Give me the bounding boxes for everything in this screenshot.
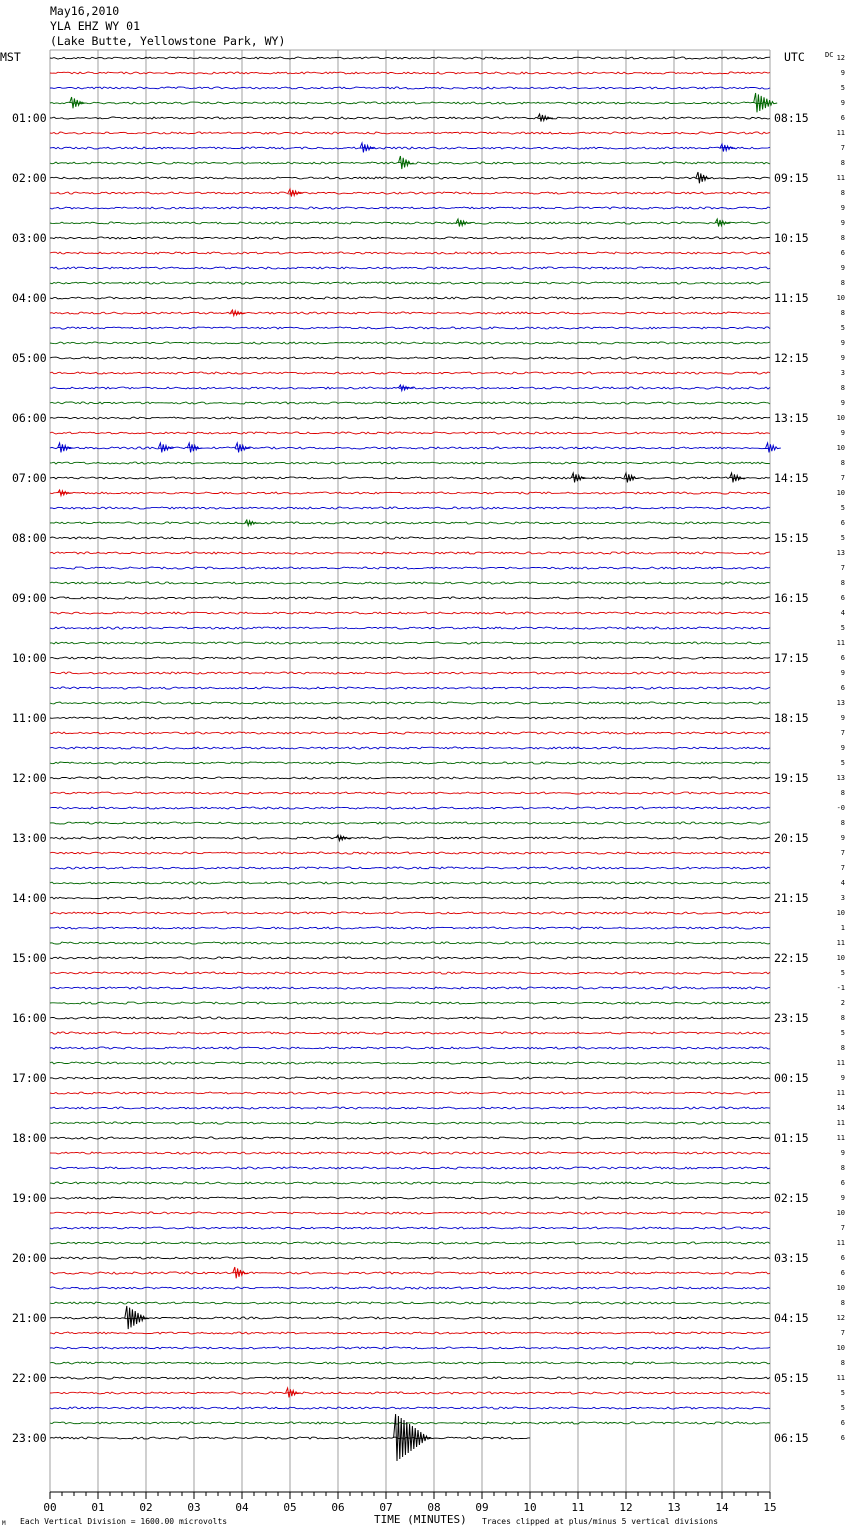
trace-row-46 bbox=[50, 747, 770, 749]
dc-offset-value: 5 bbox=[840, 1389, 845, 1397]
trace-row-8 bbox=[50, 177, 770, 179]
dc-offset-value: 7 bbox=[840, 474, 845, 482]
trace-row-72 bbox=[50, 1137, 770, 1139]
seismic-event-10 bbox=[230, 310, 245, 316]
dc-offset-value: 7 bbox=[840, 144, 845, 152]
utc-hour-label: 11:15 bbox=[774, 291, 809, 305]
header-date: May16,2010 bbox=[50, 4, 120, 18]
footer-clip-note: Traces clipped at plus/minus 5 vertical divisions bbox=[482, 1517, 719, 1526]
dc-offset-value: 8 bbox=[840, 309, 845, 317]
trace-row-34 bbox=[50, 567, 770, 569]
dc-offset-value: 7 bbox=[840, 849, 845, 857]
dc-offset-value: 10 bbox=[836, 489, 845, 497]
header-station: YLA EHZ WY 01 bbox=[50, 19, 141, 33]
trace-row-29 bbox=[50, 492, 770, 494]
trace-row-16 bbox=[50, 297, 770, 299]
mst-hour-label: 15:00 bbox=[12, 951, 47, 965]
dc-offset-value: 8 bbox=[840, 1164, 845, 1172]
dc-offset-value: 9 bbox=[840, 429, 845, 437]
dc-offset-value: 10 bbox=[836, 954, 845, 962]
dc-offset-value: 10 bbox=[836, 444, 845, 452]
x-tick-label: 05 bbox=[283, 1501, 297, 1514]
mst-hour-label: 10:00 bbox=[12, 651, 47, 665]
mst-hour-label: 09:00 bbox=[12, 591, 47, 605]
right-axis-title: UTC bbox=[784, 50, 805, 64]
trace-row-88 bbox=[50, 1377, 770, 1379]
trace-row-89 bbox=[50, 1392, 770, 1394]
mst-hour-label: 16:00 bbox=[12, 1011, 47, 1025]
trace-row-35 bbox=[50, 582, 770, 584]
trace-row-49 bbox=[50, 792, 770, 794]
trace-row-15 bbox=[50, 282, 770, 284]
dc-offset-value: 9 bbox=[840, 69, 845, 77]
utc-hour-label: 02:15 bbox=[774, 1191, 809, 1205]
trace-row-44 bbox=[50, 717, 770, 719]
dc-offset-value: 10 bbox=[836, 1209, 845, 1217]
trace-row-45 bbox=[50, 732, 770, 734]
mst-hour-label: 23:00 bbox=[12, 1431, 47, 1445]
dc-offset-value: 9 bbox=[840, 354, 845, 362]
trace-row-5 bbox=[50, 132, 770, 134]
trace-row-41 bbox=[50, 672, 770, 674]
dc-offset-value: 10 bbox=[836, 909, 845, 917]
trace-row-60 bbox=[50, 957, 770, 959]
x-tick-label: 01 bbox=[91, 1501, 105, 1514]
utc-hour-label: 23:15 bbox=[774, 1011, 809, 1025]
mst-hour-label: 13:00 bbox=[12, 831, 47, 845]
dc-offset-value: 5 bbox=[840, 759, 845, 767]
mst-hour-label: 08:00 bbox=[12, 531, 47, 545]
trace-row-75 bbox=[50, 1182, 770, 1184]
mst-hour-labels bbox=[12, 111, 47, 1445]
dc-offset-value: 11 bbox=[836, 1059, 845, 1067]
dc-offset-value: 5 bbox=[840, 84, 845, 92]
trace-row-81 bbox=[50, 1272, 770, 1274]
dc-offset-value: 6 bbox=[840, 249, 845, 257]
x-tick-label: 13 bbox=[667, 1501, 681, 1514]
trace-row-57 bbox=[50, 912, 770, 914]
dc-offset-value: 10 bbox=[836, 1284, 845, 1292]
utc-hour-label: 20:15 bbox=[774, 831, 809, 845]
dc-offset-value: 8 bbox=[840, 1014, 845, 1022]
x-tick-label: 06 bbox=[331, 1501, 345, 1514]
x-axis-title: TIME (MINUTES) bbox=[374, 1513, 467, 1526]
x-tick-label: 08 bbox=[427, 1501, 441, 1514]
dc-offset-value: 8 bbox=[840, 234, 845, 242]
dc-offset-value: 12 bbox=[836, 54, 845, 62]
utc-hour-label: 17:15 bbox=[774, 651, 809, 665]
trace-row-36 bbox=[50, 597, 770, 599]
trace-row-37 bbox=[50, 612, 770, 614]
dc-offset-value: 13 bbox=[836, 774, 845, 782]
utc-hour-label: 10:15 bbox=[774, 231, 809, 245]
trace-row-3 bbox=[50, 102, 770, 104]
mst-hour-label: 11:00 bbox=[12, 711, 47, 725]
trace-row-40 bbox=[50, 657, 770, 659]
trace-row-1 bbox=[50, 72, 770, 74]
trace-row-71 bbox=[50, 1122, 770, 1124]
trace-row-48 bbox=[50, 777, 770, 779]
utc-hour-label: 18:15 bbox=[774, 711, 809, 725]
trace-row-23 bbox=[50, 402, 770, 404]
dc-offset-value: 8 bbox=[840, 279, 845, 287]
dc-offset-value: 9 bbox=[840, 1194, 845, 1202]
seismic-event-20 bbox=[58, 490, 73, 496]
dc-offset-value: 11 bbox=[836, 939, 845, 947]
utc-hour-label: 15:15 bbox=[774, 531, 809, 545]
utc-hour-label: 16:15 bbox=[774, 591, 809, 605]
dc-offset-value: 3 bbox=[840, 894, 845, 902]
dc-offset-value: 9 bbox=[840, 204, 845, 212]
trace-row-54 bbox=[50, 867, 770, 869]
dc-label: DC bbox=[825, 51, 834, 59]
dc-offset-value: 9 bbox=[840, 1149, 845, 1157]
dc-offset-value: 6 bbox=[840, 1254, 845, 1262]
dc-offset-value: 7 bbox=[840, 729, 845, 737]
dc-offset-value: 6 bbox=[840, 1419, 845, 1427]
x-tick-label: 03 bbox=[187, 1501, 201, 1514]
mst-hour-label: 18:00 bbox=[12, 1131, 47, 1145]
dc-offset-value: 8 bbox=[840, 579, 845, 587]
seismic-event-24 bbox=[125, 1306, 149, 1329]
mst-hour-label: 06:00 bbox=[12, 411, 47, 425]
trace-row-76 bbox=[50, 1197, 770, 1199]
x-tick-label: 15 bbox=[763, 1501, 777, 1514]
trace-row-53 bbox=[50, 852, 770, 854]
dc-offset-value: 11 bbox=[836, 1374, 845, 1382]
dc-offset-value: 8 bbox=[840, 159, 845, 167]
dc-offset-value: 11 bbox=[836, 1134, 845, 1142]
trace-row-73 bbox=[50, 1152, 770, 1154]
mst-hour-label: 04:00 bbox=[12, 291, 47, 305]
mst-hour-label: 03:00 bbox=[12, 231, 47, 245]
left-axis-title: MST bbox=[0, 50, 21, 64]
trace-row-90 bbox=[50, 1407, 770, 1409]
trace-row-56 bbox=[50, 897, 770, 899]
trace-row-86 bbox=[50, 1347, 770, 1349]
trace-row-51 bbox=[50, 822, 770, 824]
trace-row-14 bbox=[50, 267, 770, 269]
trace-row-20 bbox=[50, 357, 770, 359]
dc-offset-value: 5 bbox=[840, 324, 845, 332]
dc-offset-value: 7 bbox=[840, 564, 845, 572]
trace-row-74 bbox=[50, 1167, 770, 1169]
footer-scale-note: Each Vertical Division = 1600.00 microvolts bbox=[20, 1517, 228, 1526]
dc-offset-value: 6 bbox=[840, 114, 845, 122]
x-tick-label: 14 bbox=[715, 1501, 729, 1514]
trace-row-21 bbox=[50, 372, 770, 374]
trace-row-11 bbox=[50, 222, 770, 224]
dc-offset-value: 10 bbox=[836, 1344, 845, 1352]
dc-offset-value: -1 bbox=[836, 984, 845, 992]
dc-offset-value: 14 bbox=[836, 1104, 845, 1112]
dc-offset-value: 6 bbox=[840, 594, 845, 602]
trace-row-39 bbox=[50, 642, 770, 644]
dc-offset-value: 11 bbox=[836, 1119, 845, 1127]
trace-row-55 bbox=[50, 882, 770, 884]
utc-hour-label: 03:15 bbox=[774, 1251, 809, 1265]
header-location: (Lake Butte, Yellowstone Park, WY) bbox=[50, 34, 286, 48]
dc-offset-value: 9 bbox=[840, 669, 845, 677]
trace-row-43 bbox=[50, 702, 770, 704]
trace-row-66 bbox=[50, 1047, 770, 1049]
x-tick-label: 04 bbox=[235, 1501, 249, 1514]
trace-row-70 bbox=[50, 1107, 770, 1109]
trace-row-9 bbox=[50, 192, 770, 194]
x-tick-label: 00 bbox=[43, 1501, 57, 1514]
utc-hour-label: 14:15 bbox=[774, 471, 809, 485]
trace-row-67 bbox=[50, 1062, 770, 1064]
trace-row-47 bbox=[50, 762, 770, 764]
trace-row-65 bbox=[50, 1032, 770, 1034]
dc-offset-value: 5 bbox=[840, 1029, 845, 1037]
dc-offset-value: 8 bbox=[840, 1299, 845, 1307]
dc-offset-value: 10 bbox=[836, 414, 845, 422]
dc-offset-value: 11 bbox=[836, 639, 845, 647]
dc-offset-value: 7 bbox=[840, 1329, 845, 1337]
dc-offset-value: 13 bbox=[836, 549, 845, 557]
dc-offset-value: 2 bbox=[840, 999, 845, 1007]
trace-row-85 bbox=[50, 1332, 770, 1334]
minute-gridlines bbox=[50, 50, 770, 1492]
trace-row-26 bbox=[50, 447, 770, 449]
mst-hour-label: 22:00 bbox=[12, 1371, 47, 1385]
mst-hour-label: 17:00 bbox=[12, 1071, 47, 1085]
dc-offset-value: 9 bbox=[840, 744, 845, 752]
seismic-event-21 bbox=[245, 520, 260, 526]
footer-corner-mark: M bbox=[2, 1520, 6, 1527]
utc-hour-label: 22:15 bbox=[774, 951, 809, 965]
dc-offset-value: 8 bbox=[840, 789, 845, 797]
trace-row-19 bbox=[50, 342, 770, 344]
dc-offset-value: 6 bbox=[840, 1434, 845, 1442]
mst-hour-label: 02:00 bbox=[12, 171, 47, 185]
trace-row-78 bbox=[50, 1227, 770, 1229]
x-tick-label: 09 bbox=[475, 1501, 489, 1514]
trace-row-80 bbox=[50, 1257, 770, 1259]
dc-offset-value: 6 bbox=[840, 519, 845, 527]
x-tick-label: 11 bbox=[571, 1501, 585, 1514]
utc-hour-label: 00:15 bbox=[774, 1071, 809, 1085]
trace-row-31 bbox=[50, 522, 770, 524]
utc-hour-label: 08:15 bbox=[774, 111, 809, 125]
trace-row-79 bbox=[50, 1242, 770, 1244]
dc-offset-value: 9 bbox=[840, 99, 845, 107]
dc-offset-value: 7 bbox=[840, 1224, 845, 1232]
mst-hour-label: 12:00 bbox=[12, 771, 47, 785]
trace-row-50 bbox=[50, 807, 770, 809]
trace-row-59 bbox=[50, 942, 770, 944]
trace-row-28 bbox=[50, 477, 770, 479]
dc-offset-value: 7 bbox=[840, 864, 845, 872]
utc-hour-labels bbox=[774, 111, 809, 1445]
dc-offset-value: 9 bbox=[840, 339, 845, 347]
trace-row-68 bbox=[50, 1077, 770, 1079]
trace-row-62 bbox=[50, 987, 770, 989]
dc-offset-value: 13 bbox=[836, 699, 845, 707]
utc-hour-label: 05:15 bbox=[774, 1371, 809, 1385]
utc-hour-label: 01:15 bbox=[774, 1131, 809, 1145]
dc-offset-value: 11 bbox=[836, 1239, 845, 1247]
trace-row-64 bbox=[50, 1017, 770, 1019]
trace-row-27 bbox=[50, 462, 770, 464]
trace-row-58 bbox=[50, 927, 770, 929]
dc-offset-value: 5 bbox=[840, 969, 845, 977]
trace-row-6 bbox=[50, 147, 770, 149]
mst-hour-label: 19:00 bbox=[12, 1191, 47, 1205]
trace-row-52 bbox=[50, 837, 770, 839]
utc-hour-label: 13:15 bbox=[774, 411, 809, 425]
trace-row-13 bbox=[50, 252, 770, 254]
dc-offset-value: 6 bbox=[840, 654, 845, 662]
dc-offset-value: 8 bbox=[840, 1359, 845, 1367]
trace-row-33 bbox=[50, 552, 770, 554]
trace-row-2 bbox=[50, 87, 770, 89]
trace-row-42 bbox=[50, 687, 770, 689]
trace-row-10 bbox=[50, 207, 770, 209]
dc-offset-value: 9 bbox=[840, 264, 845, 272]
mst-hour-label: 05:00 bbox=[12, 351, 47, 365]
x-tick-label: 10 bbox=[523, 1501, 537, 1514]
dc-offset-value: 11 bbox=[836, 174, 845, 182]
dc-offset-value: 5 bbox=[840, 624, 845, 632]
seismic-event-16 bbox=[766, 443, 781, 452]
dc-offset-value: 9 bbox=[840, 1074, 845, 1082]
dc-offset-value: 12 bbox=[836, 1314, 845, 1322]
trace-row-63 bbox=[50, 1002, 770, 1004]
x-tick-label: 07 bbox=[379, 1501, 393, 1514]
dc-offset-value: 6 bbox=[840, 1179, 845, 1187]
trace-row-61 bbox=[50, 972, 770, 974]
trace-row-87 bbox=[50, 1362, 770, 1364]
dc-offset-value: 8 bbox=[840, 189, 845, 197]
mst-hour-label: 01:00 bbox=[12, 111, 47, 125]
trace-row-84 bbox=[50, 1317, 770, 1319]
dc-offset-value: 9 bbox=[840, 399, 845, 407]
dc-offset-value: 5 bbox=[840, 504, 845, 512]
trace-row-4 bbox=[50, 117, 770, 119]
dc-offset-value: -0 bbox=[836, 804, 845, 812]
dc-offset-value: 9 bbox=[840, 219, 845, 227]
dc-offset-value: 9 bbox=[840, 714, 845, 722]
seismic-event-11 bbox=[398, 385, 413, 391]
trace-row-0 bbox=[50, 57, 770, 59]
mst-hour-label: 20:00 bbox=[12, 1251, 47, 1265]
dc-offset-value: 8 bbox=[840, 384, 845, 392]
trace-row-30 bbox=[50, 507, 770, 509]
dc-offset-value: 8 bbox=[840, 819, 845, 827]
dc-offset-value: 5 bbox=[840, 534, 845, 542]
x-tick-label: 02 bbox=[139, 1501, 153, 1514]
utc-hour-label: 19:15 bbox=[774, 771, 809, 785]
dc-offset-labels bbox=[837, 54, 845, 1442]
utc-hour-label: 04:15 bbox=[774, 1311, 809, 1325]
x-tick-label: 12 bbox=[619, 1501, 633, 1514]
dc-offset-value: 11 bbox=[836, 1089, 845, 1097]
trace-row-12 bbox=[50, 237, 770, 239]
trace-row-38 bbox=[50, 627, 770, 629]
trace-row-77 bbox=[50, 1212, 770, 1214]
trace-row-91 bbox=[50, 1422, 770, 1424]
dc-offset-value: 5 bbox=[840, 1404, 845, 1412]
trace-row-24 bbox=[50, 417, 770, 419]
dc-offset-value: 10 bbox=[836, 294, 845, 302]
dc-offset-value: 1 bbox=[840, 924, 845, 932]
dc-offset-value: 3 bbox=[840, 369, 845, 377]
mst-hour-label: 21:00 bbox=[12, 1311, 47, 1325]
x-axis bbox=[43, 1492, 776, 1514]
trace-row-82 bbox=[50, 1287, 770, 1289]
trace-row-18 bbox=[50, 327, 770, 329]
dc-offset-value: 4 bbox=[840, 879, 845, 887]
dc-offset-value: 9 bbox=[840, 834, 845, 842]
trace-row-83 bbox=[50, 1302, 770, 1304]
trace-row-25 bbox=[50, 432, 770, 434]
utc-hour-label: 06:15 bbox=[774, 1431, 809, 1445]
mst-hour-label: 07:00 bbox=[12, 471, 47, 485]
dc-offset-value: 11 bbox=[836, 129, 845, 137]
dc-offset-value: 4 bbox=[840, 609, 845, 617]
trace-rows bbox=[50, 57, 781, 1461]
dc-offset-value: 8 bbox=[840, 459, 845, 467]
dc-offset-value: 6 bbox=[840, 684, 845, 692]
utc-hour-label: 12:15 bbox=[774, 351, 809, 365]
trace-row-32 bbox=[50, 537, 770, 539]
trace-row-17 bbox=[50, 312, 770, 314]
utc-hour-label: 21:15 bbox=[774, 891, 809, 905]
dc-offset-value: 8 bbox=[840, 1044, 845, 1052]
dc-offset-value: 6 bbox=[840, 1269, 845, 1277]
utc-hour-label: 09:15 bbox=[774, 171, 809, 185]
trace-row-69 bbox=[50, 1092, 770, 1094]
mst-hour-label: 14:00 bbox=[12, 891, 47, 905]
